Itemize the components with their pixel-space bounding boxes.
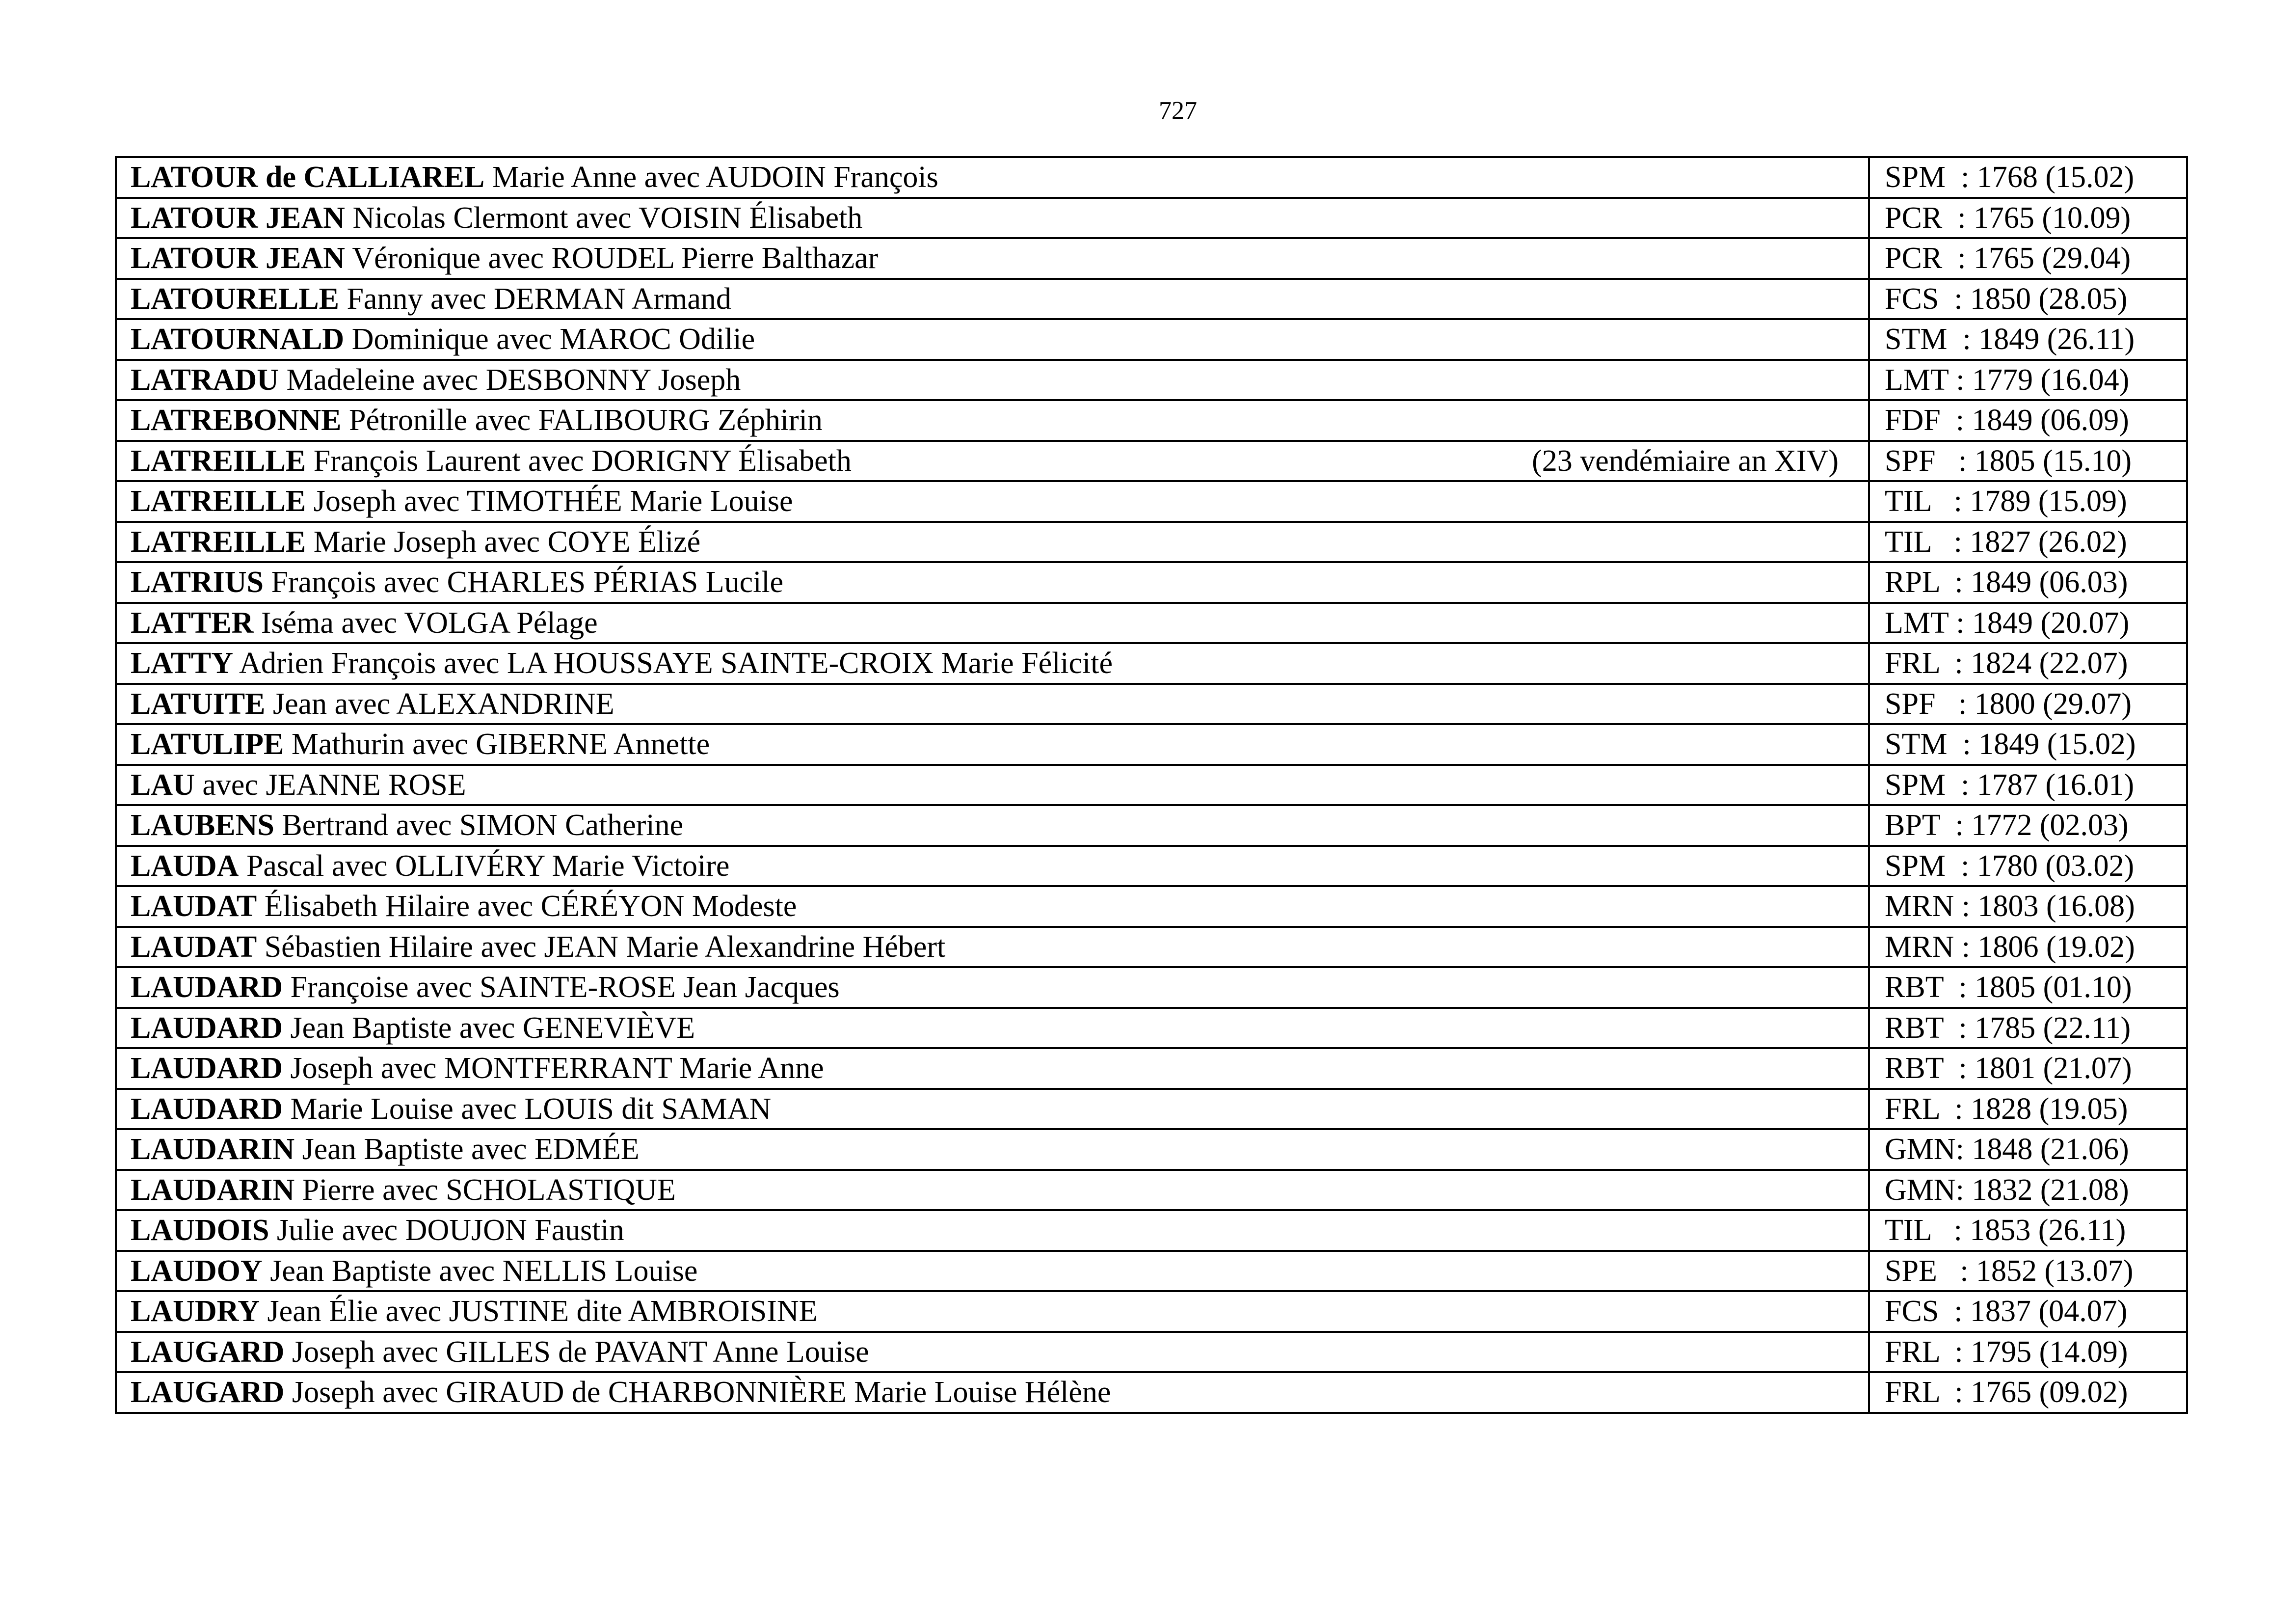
- entry-details: Jean Élie avec JUSTINE dite AMBROISINE: [260, 1295, 818, 1328]
- table-row: [116, 1291, 2187, 1332]
- entry-cell: [116, 1170, 1869, 1211]
- entry-reference: FRL : 1824 (22.07): [1869, 643, 2187, 684]
- entry-details: Jean Baptiste avec NELLIS Louise: [262, 1254, 698, 1288]
- entry-details: Joseph avec GIRAUD de CHARBONNIÈRE Marie Louise Hélène: [284, 1376, 1111, 1409]
- table-row: [116, 481, 2187, 522]
- entry-reference: TIL : 1853 (26.11): [1869, 1210, 2187, 1251]
- entry-cell: [116, 441, 1869, 482]
- entry-surname: LAUDARD: [131, 1052, 283, 1085]
- table-row: [116, 198, 2187, 239]
- table-row: [116, 1089, 2187, 1130]
- entry-surname: LATREILLE: [131, 485, 306, 518]
- entry-details: Marie Anne avec AUDOIN François: [484, 161, 938, 194]
- entry-surname: LAUGARD: [131, 1376, 285, 1409]
- entry-cell: [116, 724, 1869, 765]
- entry-reference: SPE : 1852 (13.07): [1869, 1251, 2187, 1292]
- entry-reference: MRN : 1806 (19.02): [1869, 927, 2187, 968]
- entry-surname: LATRADU: [131, 363, 279, 397]
- entry-details: Mathurin avec GIBERNE Annette: [284, 728, 710, 761]
- entry-reference: LMT : 1849 (20.07): [1869, 603, 2187, 644]
- entry-surname: LATREILLE: [131, 444, 306, 478]
- entry-details: Pascal avec OLLIVÉRY Marie Victoire: [239, 849, 730, 883]
- table-row: [116, 400, 2187, 441]
- entry-reference: SPF : 1805 (15.10): [1869, 441, 2187, 482]
- entry-reference: LMT : 1779 (16.04): [1869, 360, 2187, 401]
- entry-reference: TIL : 1827 (26.02): [1869, 522, 2187, 563]
- entry-cell: [116, 238, 1869, 279]
- entry-reference: RBT : 1801 (21.07): [1869, 1048, 2187, 1089]
- entry-surname: LATULIPE: [131, 728, 284, 761]
- entry-surname: LATREILLE: [131, 525, 306, 559]
- table-row: [116, 967, 2187, 1008]
- table-row: [116, 1008, 2187, 1049]
- table-row: [116, 279, 2187, 320]
- entry-surname: LAUDARD: [131, 971, 283, 1004]
- table-row: [116, 684, 2187, 725]
- entry-reference: RBT : 1785 (22.11): [1869, 1008, 2187, 1049]
- entry-surname: LATOUR JEAN: [131, 242, 345, 275]
- entry-cell: [116, 1129, 1869, 1170]
- entry-reference: GMN: 1848 (21.06): [1869, 1129, 2187, 1170]
- entry-cell: [116, 562, 1869, 603]
- entry-cell: [116, 886, 1869, 927]
- table-row: [116, 522, 2187, 563]
- entry-note: (23 vendémiaire an XIV): [1532, 444, 1839, 478]
- entry-details: Pétronille avec FALIBOURG Zéphirin: [341, 404, 823, 437]
- entry-cell: [116, 198, 1869, 239]
- table-row: [116, 643, 2187, 684]
- entry-surname: LATOUR JEAN: [131, 201, 345, 235]
- entry-reference: PCR : 1765 (29.04): [1869, 238, 2187, 279]
- table-row: [116, 886, 2187, 927]
- entry-reference: FCS : 1850 (28.05): [1869, 279, 2187, 320]
- entry-cell: [116, 1210, 1869, 1251]
- entry-reference: SPM : 1780 (03.02): [1869, 846, 2187, 887]
- table-row: [116, 846, 2187, 887]
- entry-surname: LATTER: [131, 606, 254, 640]
- entry-surname: LATOUR de CALLIAREL: [131, 161, 485, 194]
- table-row: [116, 1170, 2187, 1211]
- marriage-index-table: [115, 156, 2188, 1414]
- entry-cell: [116, 1089, 1869, 1130]
- table-row: [116, 562, 2187, 603]
- entry-details: Jean Baptiste avec EDMÉE: [294, 1133, 640, 1166]
- table-row: [116, 1251, 2187, 1292]
- entry-reference: FRL : 1795 (14.09): [1869, 1332, 2187, 1373]
- entry-details: François Laurent avec DORIGNY Élisabeth: [306, 444, 852, 478]
- entry-details: Madeleine avec DESBONNY Joseph: [278, 363, 741, 397]
- entry-cell: [116, 279, 1869, 320]
- entry-details: Iséma avec VOLGA Pélage: [253, 606, 598, 640]
- entry-cell: [116, 805, 1869, 846]
- entry-cell: [116, 157, 1869, 198]
- entry-details: Françoise avec SAINTE-ROSE Jean Jacques: [283, 971, 840, 1004]
- entry-reference: SPM : 1787 (16.01): [1869, 765, 2187, 806]
- entry-cell: [116, 1291, 1869, 1332]
- entry-reference: STM : 1849 (26.11): [1869, 319, 2187, 360]
- entry-details: Joseph avec GILLES de PAVANT Anne Louise: [284, 1335, 869, 1369]
- entry-reference: PCR : 1765 (10.09): [1869, 198, 2187, 239]
- entry-details: Dominique avec MAROC Odilie: [344, 323, 755, 356]
- page-number: 727: [1159, 97, 1197, 125]
- entry-cell: [116, 1048, 1869, 1089]
- entry-surname: LATUITE: [131, 687, 266, 721]
- entry-details: Fanny avec DERMAN Armand: [339, 282, 731, 316]
- entry-cell: [116, 1332, 1869, 1373]
- entry-cell: [116, 846, 1869, 887]
- table-row: [116, 319, 2187, 360]
- entry-details: Joseph avec TIMOTHÉE Marie Louise: [306, 485, 793, 518]
- entry-details: Élisabeth Hilaire avec CÉRÉYON Modeste: [257, 890, 797, 923]
- table-row: [116, 238, 2187, 279]
- entry-reference: FDF : 1849 (06.09): [1869, 400, 2187, 441]
- table-row: [116, 1372, 2187, 1413]
- table-row: [116, 157, 2187, 198]
- entry-cell: [116, 481, 1869, 522]
- table-row: [116, 1129, 2187, 1170]
- entry-reference: GMN: 1832 (21.08): [1869, 1170, 2187, 1211]
- entry-details: Pierre avec SCHOLASTIQUE: [294, 1173, 676, 1207]
- table-body: [116, 157, 2187, 1413]
- entry-details: Adrien François avec LA HOUSSAYE SAINTE-CROIX Marie Félicité: [233, 647, 1113, 680]
- entry-cell: [116, 765, 1869, 806]
- entry-surname: LAUGARD: [131, 1335, 285, 1369]
- entry-surname: LATTY: [131, 647, 234, 680]
- entry-surname: LATREBONNE: [131, 404, 342, 437]
- entry-surname: LAUDOIS: [131, 1214, 269, 1247]
- entry-cell: [116, 1372, 1869, 1413]
- entry-reference: STM : 1849 (15.02): [1869, 724, 2187, 765]
- entry-surname: LAUDAT: [131, 890, 257, 923]
- entry-surname: LATRIUS: [131, 566, 264, 599]
- entry-cell: [116, 684, 1869, 725]
- entry-reference: RPL : 1849 (06.03): [1869, 562, 2187, 603]
- entry-reference: BPT : 1772 (02.03): [1869, 805, 2187, 846]
- entry-details: Julie avec DOUJON Faustin: [269, 1214, 624, 1247]
- entry-surname: LAUDARD: [131, 1011, 283, 1045]
- table-row: [116, 603, 2187, 644]
- entry-reference: TIL : 1789 (15.09): [1869, 481, 2187, 522]
- entry-cell: [116, 1251, 1869, 1292]
- entry-reference: FRL : 1765 (09.02): [1869, 1372, 2187, 1413]
- entry-cell: [116, 967, 1869, 1008]
- entry-surname: LAUDRY: [131, 1295, 260, 1328]
- entry-reference: SPF : 1800 (29.07): [1869, 684, 2187, 725]
- entry-reference: SPM : 1768 (15.02): [1869, 157, 2187, 198]
- entry-surname: LAUDARIN: [131, 1133, 295, 1166]
- table-row: [116, 1048, 2187, 1089]
- entry-surname: LAUDAT: [131, 930, 257, 964]
- entry-reference: RBT : 1805 (01.10): [1869, 967, 2187, 1008]
- entry-reference: MRN : 1803 (16.08): [1869, 886, 2187, 927]
- entry-details: avec JEANNE ROSE: [194, 768, 466, 802]
- entry-cell: [116, 400, 1869, 441]
- entry-surname: LATOURNALD: [131, 323, 345, 356]
- entry-surname: LAU: [131, 768, 195, 802]
- table-row: [116, 765, 2187, 806]
- entry-cell: [116, 319, 1869, 360]
- table-row: [116, 1332, 2187, 1373]
- entry-surname: LAUDA: [131, 849, 239, 883]
- entry-details: Joseph avec MONTFERRANT Marie Anne: [283, 1052, 824, 1085]
- entry-details: Sébastien Hilaire avec JEAN Marie Alexandrine Hébert: [257, 930, 946, 964]
- table-row: [116, 805, 2187, 846]
- entry-reference: FRL : 1828 (19.05): [1869, 1089, 2187, 1130]
- table-row: [116, 724, 2187, 765]
- entry-surname: LAUDOY: [131, 1254, 263, 1288]
- entry-surname: LAUDARIN: [131, 1173, 295, 1207]
- entry-cell: [116, 927, 1869, 968]
- entry-cell: [116, 603, 1869, 644]
- entry-reference: FCS : 1837 (04.07): [1869, 1291, 2187, 1332]
- entry-details: Véronique avec ROUDEL Pierre Balthazar: [345, 242, 879, 275]
- entry-details: Jean Baptiste avec GENEVIÈVE: [283, 1011, 695, 1045]
- entry-surname: LATOURELLE: [131, 282, 339, 316]
- table-row: [116, 927, 2187, 968]
- entry-cell: [116, 1008, 1869, 1049]
- entry-details: Nicolas Clermont avec VOISIN Élisabeth: [345, 201, 863, 235]
- entry-details: Bertrand avec SIMON Catherine: [274, 809, 684, 842]
- entry-cell: [116, 360, 1869, 401]
- entry-details: Marie Joseph avec COYE Élizé: [306, 525, 701, 559]
- entry-details: Marie Louise avec LOUIS dit SAMAN: [283, 1092, 772, 1126]
- table-row: [116, 1210, 2187, 1251]
- table-row: [116, 441, 2187, 482]
- entry-details: François avec CHARLES PÉRIAS Lucile: [264, 566, 784, 599]
- table-row: [116, 360, 2187, 401]
- entry-details: Jean avec ALEXANDRINE: [265, 687, 614, 721]
- entry-surname: LAUBENS: [131, 809, 274, 842]
- entry-cell: [116, 522, 1869, 563]
- entry-cell: [116, 643, 1869, 684]
- entry-surname: LAUDARD: [131, 1092, 283, 1126]
